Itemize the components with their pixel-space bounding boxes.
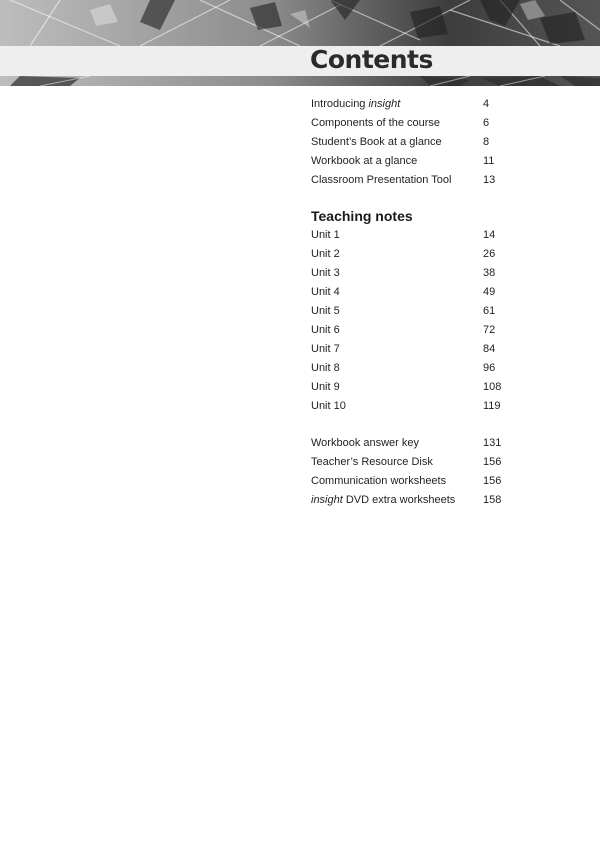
toc-entry-label: Unit 7 bbox=[311, 343, 340, 355]
toc-entry-label: Teacher’s Resource Disk bbox=[311, 456, 433, 468]
toc-entry-unit[interactable] bbox=[311, 302, 561, 321]
toc-entry[interactable] bbox=[311, 114, 561, 133]
toc-entry-page: 96 bbox=[483, 362, 496, 374]
toc-entry-label: Workbook at a glance bbox=[311, 155, 418, 167]
toc-entry[interactable] bbox=[311, 95, 561, 114]
toc-entry-page: 11 bbox=[483, 155, 495, 167]
toc-entry-page: 49 bbox=[483, 286, 496, 298]
toc-entry-label: Student’s Book at a glance bbox=[311, 136, 442, 148]
toc-entry-label: Introducing insight bbox=[311, 98, 401, 110]
toc-entry-unit[interactable] bbox=[311, 378, 561, 397]
toc-entry-page: 4 bbox=[483, 98, 490, 110]
toc-entry-page: 108 bbox=[483, 381, 502, 393]
toc-entry[interactable] bbox=[311, 171, 561, 190]
toc-entry-page: 26 bbox=[483, 248, 496, 260]
toc-entry[interactable] bbox=[311, 133, 561, 152]
toc-entry-label: Unit 6 bbox=[311, 324, 340, 336]
toc-entry-page: 8 bbox=[483, 136, 490, 148]
toc-entry-unit[interactable] bbox=[311, 359, 561, 378]
toc-entry-page: 156 bbox=[483, 475, 502, 487]
toc-entry-page: 6 bbox=[483, 117, 490, 129]
toc-entry-unit[interactable] bbox=[311, 264, 561, 283]
table-of-contents bbox=[311, 95, 561, 510]
toc-entry-unit[interactable] bbox=[311, 397, 561, 416]
toc-entry-label: Unit 4 bbox=[311, 286, 340, 298]
toc-entry-unit[interactable] bbox=[311, 321, 561, 340]
toc-entry-label: Unit 9 bbox=[311, 381, 340, 393]
toc-entry-page: 72 bbox=[483, 324, 496, 336]
toc-entry-unit[interactable] bbox=[311, 245, 561, 264]
toc-entry-label: insight DVD extra worksheets bbox=[311, 494, 456, 506]
toc-entry-page: 119 bbox=[483, 400, 501, 412]
header-banner bbox=[0, 0, 600, 86]
toc-entry-label: Unit 1 bbox=[311, 229, 340, 241]
toc-entry[interactable] bbox=[311, 434, 561, 453]
toc-entry[interactable] bbox=[311, 453, 561, 472]
toc-entry-label: Unit 10 bbox=[311, 400, 346, 412]
toc-entry-page: 158 bbox=[483, 494, 502, 506]
toc-entry-page: 84 bbox=[483, 343, 496, 355]
toc-entry-page: 61 bbox=[483, 305, 496, 317]
toc-entry-unit[interactable] bbox=[311, 283, 561, 302]
toc-entry-page: 13 bbox=[483, 174, 496, 186]
toc-entry-label: Communication worksheets bbox=[311, 475, 447, 487]
toc-entry-label: Workbook answer key bbox=[311, 437, 420, 449]
toc-entry-label: Unit 5 bbox=[311, 305, 340, 317]
toc-entry[interactable] bbox=[311, 491, 561, 510]
toc-entry[interactable] bbox=[311, 152, 561, 171]
toc-entry-unit[interactable] bbox=[311, 340, 561, 359]
toc-entry-label: Unit 3 bbox=[311, 267, 340, 279]
toc-entry-page: 131 bbox=[483, 437, 502, 449]
toc-entry-unit[interactable] bbox=[311, 226, 561, 245]
title-band bbox=[0, 46, 600, 76]
page-title: Contents bbox=[310, 45, 433, 74]
section-heading-teaching-notes: Teaching notes bbox=[311, 208, 413, 224]
toc-entry-page: 156 bbox=[483, 456, 502, 468]
toc-entry-page: 14 bbox=[483, 229, 496, 241]
toc-entry[interactable] bbox=[311, 472, 561, 491]
toc-entry-label: Classroom Presentation Tool bbox=[311, 174, 452, 186]
toc-entry-label: Components of the course bbox=[311, 117, 441, 129]
toc-entry-label: Unit 8 bbox=[311, 362, 340, 374]
toc-entry-label: Unit 2 bbox=[311, 248, 340, 260]
toc-entry-page: 38 bbox=[483, 267, 496, 279]
